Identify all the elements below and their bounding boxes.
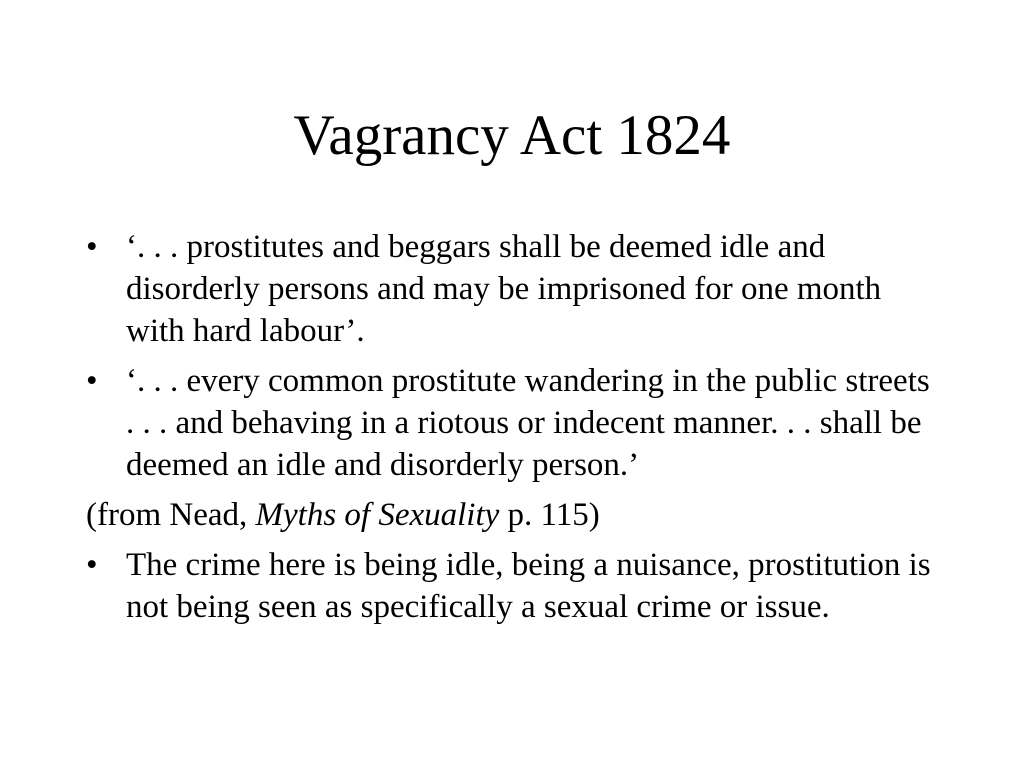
citation-suffix: p. 115) xyxy=(499,497,600,533)
bullet-item xyxy=(86,226,946,352)
bullet-icon: • xyxy=(86,547,98,583)
bullet-item xyxy=(86,360,946,486)
slide-body xyxy=(86,226,946,636)
bullet-text: ‘. . . every common prostitute wandering in the public streets . . . and behaving in a riotous or indecent manner. . . shall be deemed an idle and disorderly person.’ xyxy=(126,363,930,483)
bullet-text: ‘. . . prostitutes and beggars shall be deemed idle and disorderly persons and may be imprisoned for one month with hard labour’. xyxy=(126,229,882,349)
bullet-item xyxy=(86,544,946,628)
bullet-icon: • xyxy=(86,229,98,265)
slide-title: Vagrancy Act 1824 xyxy=(293,104,731,167)
bullet-icon: • xyxy=(86,363,98,399)
citation-line xyxy=(86,494,946,536)
citation-prefix: (from Nead, xyxy=(86,497,256,533)
bullet-text: The crime here is being idle, being a nuisance, prostitution is not being seen as specifically a sexual crime or issue. xyxy=(126,547,931,625)
citation-title: Myths of Sexuality xyxy=(255,497,500,533)
